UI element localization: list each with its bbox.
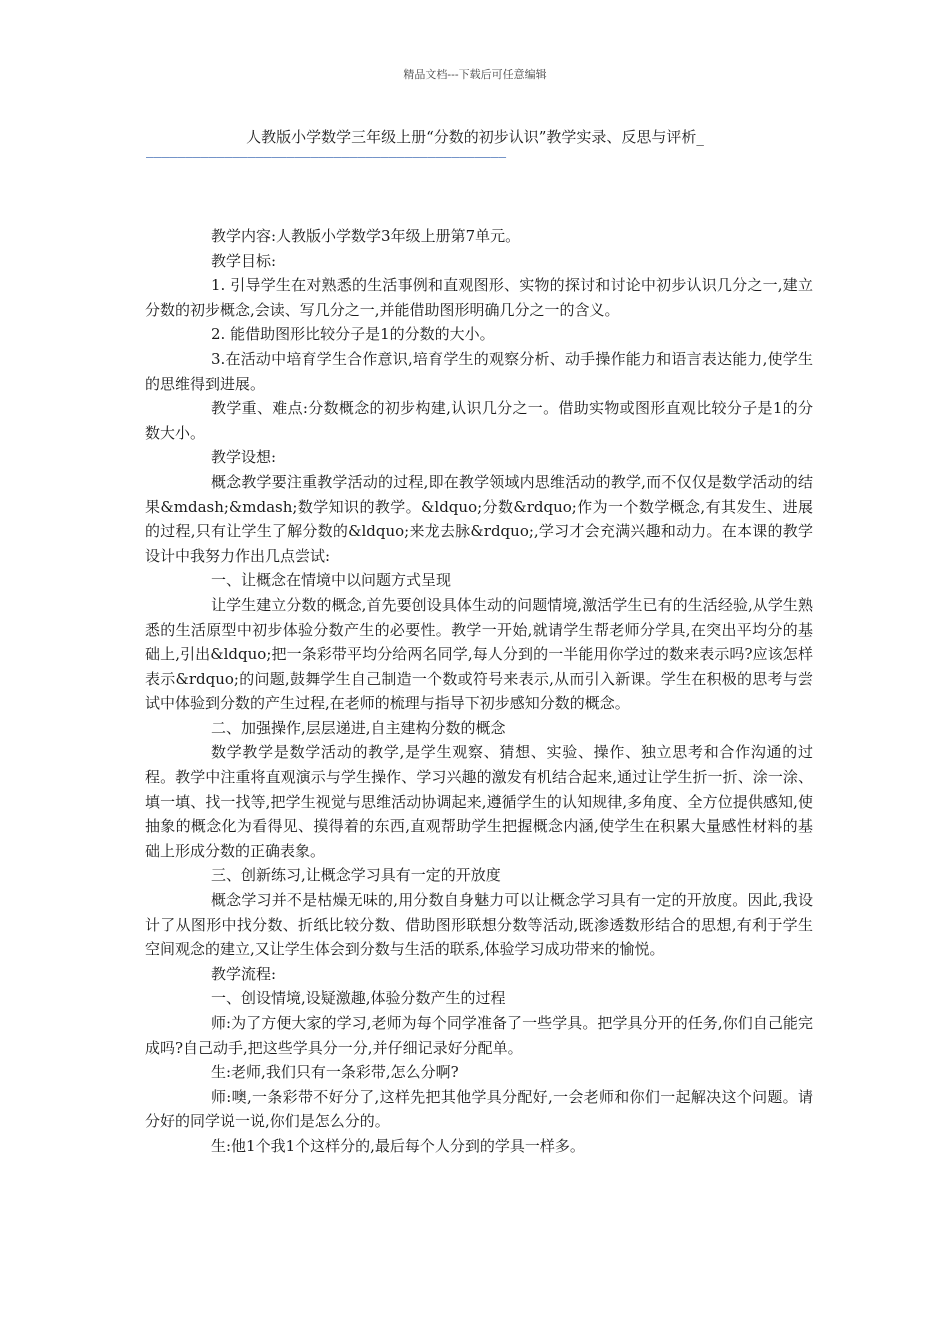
title-underline-rule: —————————————————————————————————————————————— <box>146 150 507 164</box>
paragraph-teaching-goals-heading: 教学目标: <box>211 251 277 270</box>
paragraph-dialogue-teacher-1: 师:为了方便大家的学习,老师为每个同学准备了一些学具。把学具分开的任务,你们自己能完成吗?自己动手,把这些学具分一分,并仔细记录好分配单。 <box>145 1014 813 1057</box>
paragraph-process-step-1-heading: 一、创设情境,设疑激趣,体验分数产生的过程 <box>211 989 506 1008</box>
paragraph-teaching-content: 教学内容:人教版小学数学3年级上册第7单元。 <box>211 227 521 245</box>
paragraph-key-points: 教学重、难点:分数概念的初步构建,认识几分之一。借助实物或图形直观比较分子是1的分数大小。 <box>145 399 813 442</box>
paragraph-section-1-body: 让学生建立分数的概念,首先要创设具体生动的问题情境,激活学生已有的生活经验,从学生熟悉的生活原型中初步体验分数产生的必要性。教学一开始,就请学生帮老师分学具,在突出平均分的基础上,引出&ldquo;把一条彩带平均分给两名同学,每人分到的一半能用你学过的数来表示吗?应该怎样表示&rdquo;的问题,鼓舞学生自己制造一个数或符号来表示,从而引入新课。学生在积极的思考与尝试中体验到分数的产生过程,在老师的梳理与指导下初步感知分数的概念。 <box>145 595 813 713</box>
header-note: 精品文档---下载后可任意编辑 <box>403 68 547 81</box>
paragraph-section-2-heading: 二、加强操作,层层递进,自主建构分数的概念 <box>211 718 506 737</box>
paragraph-section-3-heading: 三、创新练习,让概念学习具有一定的开放度 <box>211 866 501 885</box>
paragraph-section-1-heading: 一、让概念在情境中以问题方式呈现 <box>211 571 452 590</box>
document-title: 人教版小学数学三年级上册“分数的初步认识”教学实录、反思与评析_ <box>246 128 704 146</box>
paragraph-design-heading: 教学设想: <box>211 448 277 467</box>
paragraph-goal-2: 2. 能借助图形比较分子是1的分数的大小。 <box>211 325 495 344</box>
paragraph-section-3-body: 概念学习并不是枯燥无味的,用分数自身魅力可以让概念学习具有一定的开放度。因此,我设计了从图形中找分数、折纸比较分数、借助图形联想分数等活动,既渗透数形结合的思想,有利于学生空间观念的建立,又让学生体会到分数与生活的联系,体验学习成功带来的愉悦。 <box>145 891 813 959</box>
paragraph-dialogue-student-1: 生:老师,我们只有一条彩带,怎么分啊? <box>211 1063 459 1082</box>
paragraph-dialogue-teacher-2: 师:噢,一条彩带不好分了,这样先把其他学具分配好,一会老师和你们一起解决这个问题。请分好的同学说一说,你们是怎么分的。 <box>145 1087 813 1131</box>
paragraph-goal-3: 3.在活动中培育学生合作意识,培育学生的观察分析、动手操作能力和语言表达能力,使学生的思维得到进展。 <box>145 349 813 393</box>
paragraph-dialogue-student-2: 生:他1个我1个这样分的,最后每个人分到的学具一样多。 <box>211 1136 585 1155</box>
paragraph-section-2-body: 数学教学是数学活动的教学,是学生观察、猜想、实验、操作、独立思考和合作沟通的过程。教学中注重将直观演示与学生操作、学习兴趣的激发有机结合起来,通过让学生折一折、涂一涂、填一填、找一找等,把学生视觉与思维活动协调起来,遵循学生的认知规律,多角度、全方位提供感知,使抽象的概念化为看得见、摸得着的东西,直观帮助学生把握概念内涵,使学生在积累大量感性材料的基础上形成分数的正确表象。 <box>145 743 813 860</box>
document-body <box>145 224 813 1159</box>
paragraph-design-intro: 概念教学要注重教学活动的过程,即在教学领域内思维活动的教学,而不仅仅是数学活动的结果&mdash;&mdash;数学知识的教学。&ldquo;分数&rdquo;作为一个数学概念,有其发生、进展的过程,只有让学生了解分数的&ldquo;来龙去脉&rdquo;,学习才会充满兴趣和动力。在本课的教学设计中我努力作出几点尝试: <box>145 472 813 565</box>
paragraph-goal-1: 1. 引导学生在对熟悉的生活事例和直观图形、实物的探讨和讨论中初步认识几分之一,建立分数的初步概念,会读、写几分之一,并能借助图形明确几分之一的含义。 <box>145 276 813 319</box>
paragraph-process-heading: 教学流程: <box>211 964 277 983</box>
